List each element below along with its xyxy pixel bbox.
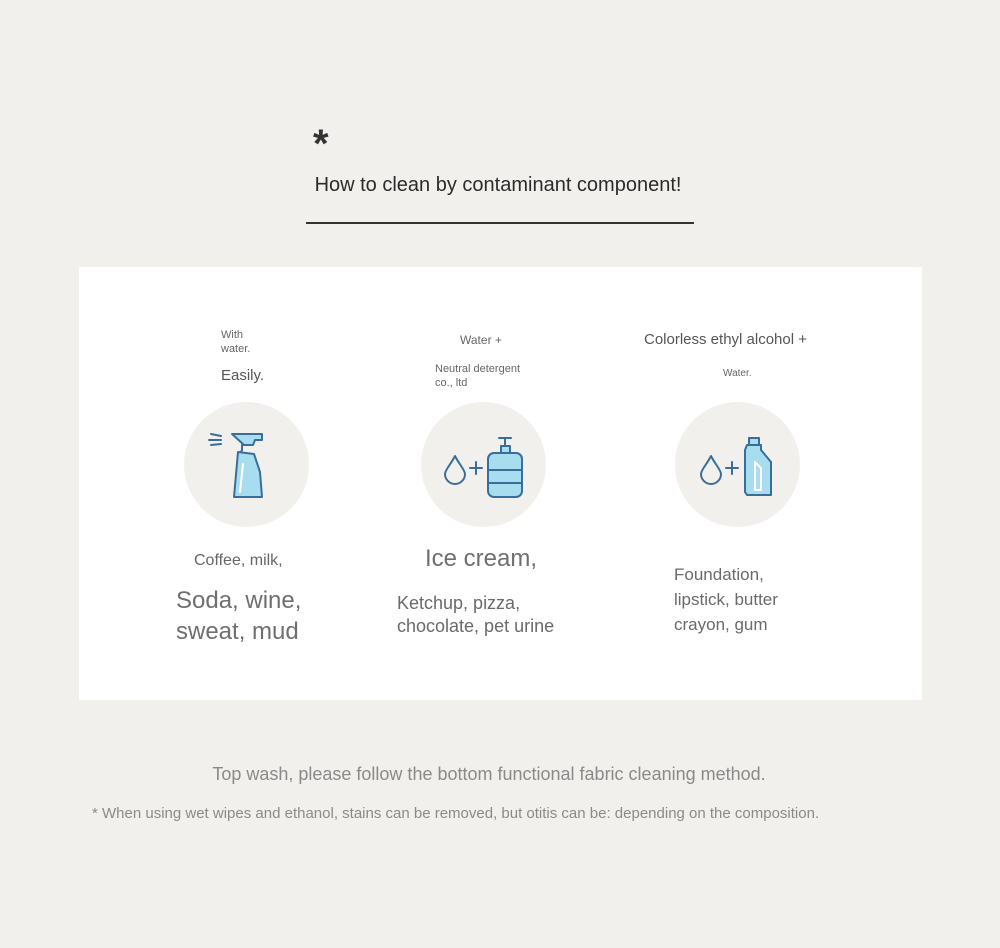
method-line-1: Colorless ethyl alcohol + [644,331,808,348]
stains-small: Coffee, milk, [194,552,283,569]
stains-big: Ice cream, [425,545,538,572]
method-line-3: Easily. [221,367,265,384]
method-line-3: co., ltd [435,377,468,389]
stains-big-1: Soda, wine, [176,587,302,614]
method-line-1: With [221,329,243,341]
method-line-2: Water. [723,368,752,379]
spray-bottle-icon [184,402,309,527]
stains-big-2: sweat, mud [176,618,299,645]
method-line-1: Water + [460,333,502,347]
method-icon-circle [675,402,800,527]
title-underline [306,222,694,224]
water-plus-alcohol-icon [675,402,800,527]
water-plus-detergent-icon [421,402,546,527]
page-title: How to clean by contaminant component! [314,174,682,196]
footer-note: Top wash, please follow the bottom functional fabric cleaning method. [212,764,766,784]
cleaning-methods-card [79,267,922,700]
stains-med-1: Foundation, [674,565,764,584]
footer-disclaimer: * When using wet wipes and ethanol, stains can be removed, but otitis can be: depending on the composition. [92,805,820,822]
stains-med-3: crayon, gum [674,615,768,634]
method-line-2: water. [221,343,251,355]
stains-med-2: lipstick, butter [674,590,778,609]
method-line-2: Neutral detergent [435,363,520,375]
method-icon-circle [421,402,546,527]
asterisk-mark: * [313,122,329,166]
stains-med-2: chocolate, pet urine [397,616,555,636]
method-icon-circle [184,402,309,527]
stains-med-1: Ketchup, pizza, [397,593,521,613]
